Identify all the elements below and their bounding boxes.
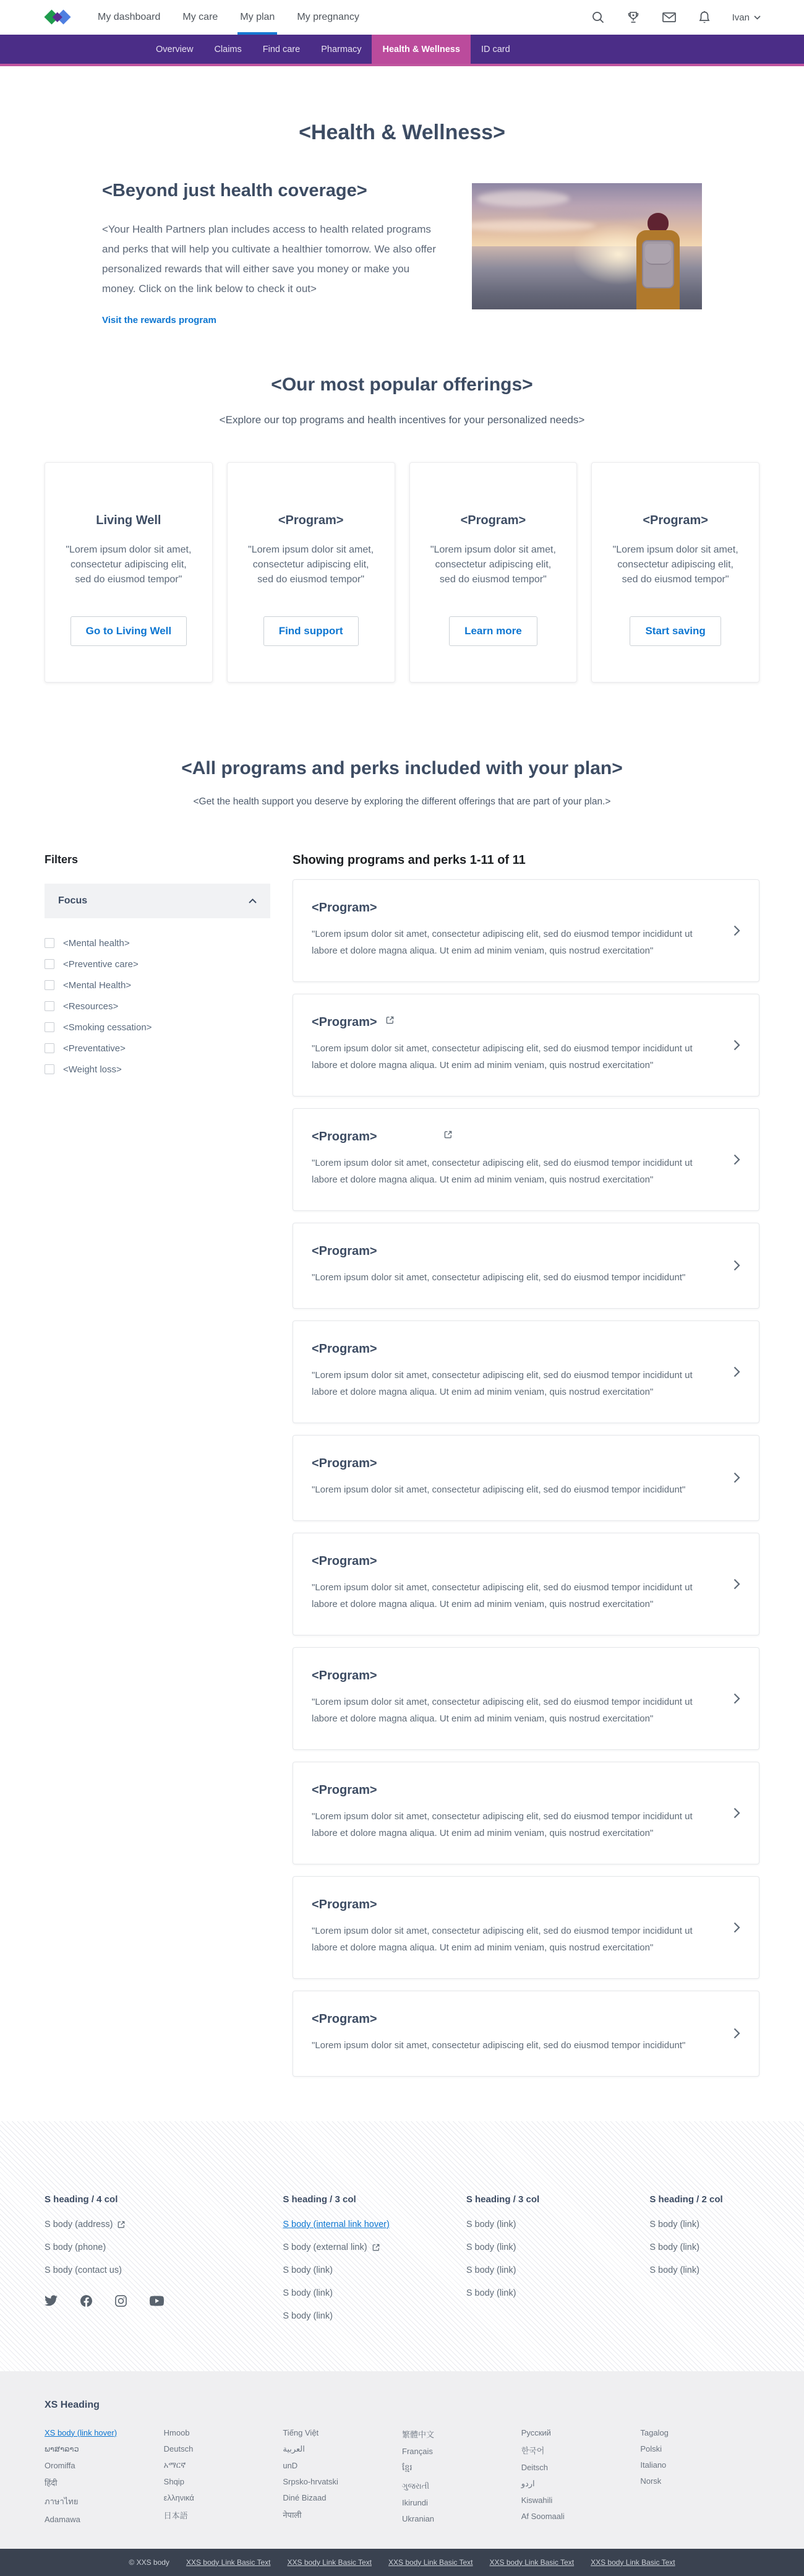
language-link-french[interactable]: Français	[402, 2446, 433, 2456]
topnav-utilities	[591, 0, 761, 35]
footer-internal-link-hover[interactable]: S body (internal link hover)	[283, 2219, 390, 2229]
program-list-item[interactable]	[293, 1991, 759, 2077]
footer-address-link[interactable]: S body (address)	[45, 2220, 264, 2229]
language-link-norwegian[interactable]: Norsk	[640, 2476, 662, 2486]
chevron-right-icon	[733, 925, 740, 936]
language-link-navajo[interactable]: Diné Bizaad	[283, 2492, 327, 2502]
language-column-5	[521, 2428, 641, 2524]
footer-heading: S heading / 2 col	[649, 2194, 723, 2205]
language-link-korean[interactable]: 한국어	[521, 2445, 545, 2455]
copyright-text: © XXS body	[129, 2557, 169, 2567]
program-description: "Lorem ipsum dolor sit amet, consectetur adipiscing elit, sed do eiusmod tempor incididunt ut labore et dolore magna aliqua. Ut enim ad minim veniam, quis nostrud exercitation"	[312, 928, 693, 956]
program-list-item[interactable]	[293, 1223, 759, 1309]
language-link-gujarati[interactable]: ગુજરાતી	[402, 2481, 430, 2491]
youtube-icon[interactable]	[150, 2295, 164, 2307]
program-list-item[interactable]	[293, 1762, 759, 1864]
language-link-tagalog[interactable]: Tagalog	[640, 2427, 669, 2437]
checkbox[interactable]	[45, 980, 54, 990]
program-description: "Lorem ipsum dolor sit amet, consectetur adipiscing elit, sed do eiusmod tempor incididunt ut labore et dolore magna aliqua. Ut enim ad minim veniam, quis nostrud exercitation"	[312, 1925, 693, 1953]
program-title: <Program>	[312, 1342, 377, 1356]
language-link-oromiffa[interactable]: Oromiffa	[45, 2460, 75, 2470]
footer-phone-link[interactable]: S body (phone)	[45, 2242, 106, 2252]
popular-offerings-section	[0, 374, 804, 683]
top-navigation	[0, 0, 804, 35]
all-programs-subheading: <Get the health support you deserve by exploring the different offerings that are part of your plan.>	[193, 796, 611, 807]
program-title: <Program>	[312, 1897, 377, 1911]
person-with-backpack	[631, 213, 685, 309]
subnav-claims[interactable]: Claims	[214, 44, 242, 54]
program-list-item[interactable]	[293, 1108, 759, 1211]
language-link-ukrainian[interactable]: Ukranian	[402, 2514, 435, 2523]
plan-sub-navigation	[0, 35, 804, 66]
instagram-icon[interactable]	[115, 2295, 127, 2307]
focus-filter-options	[45, 938, 270, 1075]
language-footer-section	[0, 2371, 804, 2549]
language-link-amharic[interactable]: አማርኛ	[163, 2460, 186, 2470]
chevron-right-icon	[733, 1922, 740, 1933]
footer-links-section	[0, 2121, 804, 2371]
checkbox[interactable]	[45, 1064, 54, 1074]
language-link-pennsylvania-dutch[interactable]: Deitsch	[521, 2462, 549, 2472]
footer-column-4	[649, 2194, 759, 2334]
legal-link[interactable]: XXS body Link Basic Text	[489, 2557, 575, 2567]
program-list-item[interactable]	[293, 994, 759, 1096]
footer-column-2	[283, 2194, 448, 2334]
footer-link[interactable]: S body (link)	[283, 2288, 333, 2298]
filter-option-smoking-cessation[interactable]: <Smoking cessation>	[45, 1022, 270, 1033]
learn-more-button[interactable]: Learn more	[449, 616, 537, 646]
card-body: "Lorem ipsum dolor sit amet, consectetur adipiscing elit, sed do eiusmod tempor"	[66, 544, 192, 585]
program-list-item[interactable]	[293, 1647, 759, 1750]
chevron-up-icon	[249, 898, 257, 903]
program-description: "Lorem ipsum dolor sit amet, consectetur adipiscing elit, sed do eiusmod tempor incididunt"	[312, 2040, 686, 2051]
filters-panel	[45, 853, 270, 2077]
language-column-1	[45, 2428, 164, 2524]
checkbox[interactable]	[45, 1001, 54, 1011]
language-link-swahili[interactable]: Kiswahili	[521, 2495, 553, 2505]
language-link-italian[interactable]: Italiano	[640, 2460, 667, 2470]
external-link-icon	[386, 1016, 394, 1024]
chevron-right-icon	[733, 1579, 740, 1590]
language-link-urdu[interactable]: اردو	[521, 2478, 535, 2488]
card-title: <Program>	[460, 513, 526, 527]
external-link-icon	[372, 2244, 380, 2251]
offering-card-program-2	[227, 462, 395, 683]
program-title: <Program>	[312, 1015, 699, 1030]
program-list-item[interactable]	[293, 1533, 759, 1635]
footer-link[interactable]: S body (link)	[466, 2288, 516, 2298]
checkbox[interactable]	[45, 938, 54, 948]
primary-nav	[98, 0, 382, 35]
filter-option-mental-health-2[interactable]: <Mental Health>	[45, 980, 270, 991]
rewards-trophy-icon[interactable]	[627, 11, 640, 24]
program-description: "Lorem ipsum dolor sit amet, consectetur adipiscing elit, sed do eiusmod tempor incididunt ut labore et dolore magna aliqua. Ut enim ad minim veniam, quis nostrud exercitation"	[312, 1582, 693, 1609]
program-title: <Program>	[312, 1456, 377, 1470]
footer-link[interactable]: S body (link)	[283, 2311, 333, 2321]
language-link-japanese[interactable]: 日本語	[163, 2510, 188, 2520]
language-link-albanian[interactable]: Shqip	[163, 2476, 184, 2486]
card-title: Living Well	[96, 513, 161, 527]
footer-link[interactable]: S body (link)	[649, 2219, 699, 2229]
nav-my-dashboard[interactable]: My dashboard	[98, 12, 161, 22]
start-saving-button[interactable]: Start saving	[630, 616, 721, 646]
chevron-right-icon	[733, 1472, 740, 1483]
filter-option-resources[interactable]: <Resources>	[45, 1001, 270, 1012]
card-body: "Lorem ipsum dolor sit amet, consectetur adipiscing elit, sed do eiusmod tempor"	[248, 544, 374, 585]
language-link-russian[interactable]: Русский	[521, 2427, 551, 2437]
offerings-heading: <Our most popular offerings>	[271, 374, 533, 395]
chevron-right-icon	[733, 1366, 740, 1377]
beyond-coverage-section	[102, 181, 702, 326]
notifications-bell-icon[interactable]	[698, 11, 711, 24]
nav-my-care[interactable]: My care	[182, 12, 218, 22]
program-description: "Lorem ipsum dolor sit amet, consectetur adipiscing elit, sed do eiusmod tempor incididunt ut labore et dolore magna aliqua. Ut enim ad minim veniam, quis nostrud exercitation"	[312, 1696, 693, 1724]
brand-logo[interactable]	[43, 0, 72, 35]
rewards-program-link[interactable]: Visit the rewards program	[102, 314, 216, 325]
language-link-lao[interactable]: ພາສາລາວ	[45, 2444, 79, 2453]
chevron-right-icon	[733, 1807, 740, 1819]
program-list-item[interactable]	[293, 1320, 759, 1423]
beyond-body: <Your Health Partners plan includes access to health related programs and perks that will help you cultivate a healthier tomorrow. We also offer personalized rewards that will either save you money or make you money. Click on the link below to check it out>	[102, 223, 436, 295]
all-programs-section	[0, 758, 804, 2077]
language-column-6	[640, 2428, 759, 2524]
nav-my-pregnancy[interactable]: My pregnancy	[297, 12, 359, 22]
program-title: <Program>	[312, 1554, 377, 1568]
legal-link[interactable]: XXS body Link Basic Text	[388, 2557, 473, 2567]
facebook-icon[interactable]	[80, 2295, 92, 2307]
chevron-right-icon	[733, 1040, 740, 1051]
language-link-arabic[interactable]: العربية	[283, 2444, 305, 2453]
legal-link[interactable]: XXS body Link Basic Text	[186, 2557, 271, 2567]
filters-title: Filters	[45, 853, 79, 866]
results-count-heading: Showing programs and perks 1-11 of 11	[293, 853, 526, 867]
language-column-2	[164, 2428, 283, 2524]
footer-heading: S heading / 3 col	[283, 2194, 356, 2205]
messages-mail-icon[interactable]	[662, 11, 677, 24]
chevron-right-icon	[733, 1154, 740, 1165]
language-link-hover[interactable]: XS body (link hover)	[45, 2427, 118, 2437]
card-body: "Lorem ipsum dolor sit amet, consectetur adipiscing elit, sed do eiusmod tempor"	[612, 544, 738, 585]
offering-card-living-well	[45, 462, 213, 683]
program-title: <Program>	[312, 1244, 377, 1258]
offerings-subheading: <Explore our top programs and health incentives for your personalized needs>	[219, 413, 585, 426]
brand-logo-icon	[43, 7, 72, 27]
card-title: <Program>	[278, 513, 344, 527]
language-footer-heading: XS Heading	[45, 2399, 100, 2410]
language-link-kirundi[interactable]: Ikirundi	[402, 2497, 428, 2507]
focus-filter-label: Focus	[58, 895, 88, 906]
offering-card-program-3	[409, 462, 578, 683]
footer-external-link[interactable]: S body (external link)	[283, 2242, 448, 2252]
subnav-pharmacy[interactable]: Pharmacy	[321, 44, 362, 54]
footer-link[interactable]: S body (link)	[466, 2265, 516, 2275]
twitter-icon[interactable]	[45, 2295, 58, 2307]
legal-bottom-bar	[0, 2549, 804, 2576]
chevron-down-icon	[754, 15, 761, 20]
subnav-health-wellness[interactable]: Health & Wellness	[372, 35, 470, 64]
program-list-item[interactable]	[293, 1876, 759, 1979]
all-programs-heading: <All programs and perks included with your plan>	[181, 757, 623, 778]
language-link-thai[interactable]: ภาษาไทย	[45, 2496, 79, 2506]
find-support-button[interactable]: Find support	[263, 616, 359, 646]
legal-link[interactable]: XXS body Link Basic Text	[591, 2557, 675, 2567]
nav-my-plan[interactable]: My plan	[240, 0, 275, 35]
user-menu[interactable]	[732, 12, 761, 23]
program-list-item[interactable]	[293, 1435, 759, 1521]
program-description: "Lorem ipsum dolor sit amet, consectetur adipiscing elit, sed do eiusmod tempor incididunt ut labore et dolore magna aliqua. Ut enim ad minim veniam, quis nostrud exercitation"	[312, 1811, 693, 1838]
program-description: "Lorem ipsum dolor sit amet, consectetur adipiscing elit, sed do eiusmod tempor incididunt"	[312, 1484, 686, 1495]
footer-link[interactable]: S body (link)	[649, 2265, 699, 2275]
checkbox[interactable]	[45, 1043, 54, 1053]
filter-option-weight-loss[interactable]: <Weight loss>	[45, 1064, 270, 1075]
legal-link[interactable]: XXS body Link Basic Text	[287, 2557, 372, 2567]
offering-card-program-4	[591, 462, 759, 683]
footer-link[interactable]: S body (link)	[283, 2265, 333, 2275]
program-title: <Program>	[312, 1130, 699, 1144]
program-description: "Lorem ipsum dolor sit amet, consectetur adipiscing elit, sed do eiusmod tempor incididunt ut labore et dolore magna aliqua. Ut enim ad minim veniam, quis nostrud exercitation"	[312, 1369, 693, 1397]
language-link-hindi[interactable]: हिंदी	[45, 2478, 58, 2488]
filter-option-mental-health[interactable]: <Mental health>	[45, 938, 270, 949]
language-link-nepali[interactable]: नेपाली	[283, 2510, 302, 2520]
program-title: <Program>	[312, 900, 377, 915]
chevron-right-icon	[733, 1260, 740, 1271]
chevron-right-icon	[733, 1693, 740, 1704]
checkbox[interactable]	[45, 959, 54, 969]
footer-link[interactable]: S body (link)	[466, 2242, 516, 2252]
program-description: "Lorem ipsum dolor sit amet, consectetur adipiscing elit, sed do eiusmod tempor incididunt"	[312, 1272, 686, 1283]
page-title: <Health & Wellness>	[299, 121, 505, 144]
programs-list	[293, 853, 759, 2077]
hero-photo-sunset-ocean	[472, 183, 702, 309]
program-title: <Program>	[312, 1668, 377, 1682]
footer-link[interactable]: S body (link)	[649, 2242, 699, 2252]
filter-option-preventive-care[interactable]: <Preventive care>	[45, 959, 270, 970]
external-link-icon	[118, 2221, 125, 2228]
footer-column-contact	[45, 2194, 264, 2334]
checkbox[interactable]	[45, 1022, 54, 1032]
card-body: "Lorem ipsum dolor sit amet, consectetur adipiscing elit, sed do eiusmod tempor"	[430, 544, 556, 585]
footer-contact-us-link[interactable]: S body (contact us)	[45, 2265, 122, 2275]
search-icon[interactable]	[591, 11, 605, 24]
external-link-icon	[444, 1131, 452, 1139]
offerings-cards	[45, 462, 759, 683]
language-link-somali[interactable]: Af Soomaali	[521, 2511, 565, 2521]
footer-link[interactable]: S body (link)	[466, 2219, 516, 2229]
language-link-hmong[interactable]: Hmoob	[163, 2427, 190, 2437]
language-link-serbo-croatian[interactable]: Srpsko-hrvatski	[283, 2476, 338, 2486]
footer-heading: S heading / 4 col	[45, 2194, 118, 2205]
language-link-und[interactable]: unD	[283, 2460, 298, 2470]
language-column-4	[402, 2428, 521, 2524]
subnav-id-card[interactable]: ID card	[481, 44, 510, 54]
subnav-find-care[interactable]: Find care	[262, 44, 301, 54]
filter-option-preventative[interactable]: <Preventative>	[45, 1043, 270, 1054]
language-link-chinese[interactable]: 繁體中文	[402, 2429, 435, 2439]
language-link-vietnamese[interactable]: Tiếng Việt	[283, 2427, 319, 2437]
beyond-heading: <Beyond just health coverage>	[102, 181, 367, 200]
language-link-khmer[interactable]: ខ្មែរ	[402, 2462, 413, 2472]
program-list-item[interactable]	[293, 879, 759, 982]
footer-heading: S heading / 3 col	[466, 2194, 540, 2205]
language-link-adamawa[interactable]: Adamawa	[45, 2514, 80, 2524]
subnav-overview[interactable]: Overview	[156, 44, 194, 54]
language-link-polish[interactable]: Polski	[640, 2444, 662, 2453]
go-to-living-well-button[interactable]: Go to Living Well	[71, 616, 187, 646]
program-description: "Lorem ipsum dolor sit amet, consectetur adipiscing elit, sed do eiusmod tempor incididunt ut labore et dolore magna aliqua. Ut enim ad minim veniam, quis nostrud exercitation"	[312, 1043, 693, 1070]
program-title: <Program>	[312, 2012, 377, 2026]
footer-column-3	[466, 2194, 631, 2334]
social-icons-row	[45, 2295, 264, 2307]
user-name: Ivan	[732, 12, 750, 23]
chevron-right-icon	[733, 2028, 740, 2039]
language-link-german[interactable]: Deutsch	[163, 2444, 194, 2453]
language-link-greek[interactable]: ελληνικά	[163, 2492, 194, 2502]
program-description: "Lorem ipsum dolor sit amet, consectetur adipiscing elit, sed do eiusmod tempor incididunt ut labore et dolore magna aliqua. Ut enim ad minim veniam, quis nostrud exercitation"	[312, 1157, 693, 1185]
card-title: <Program>	[643, 513, 708, 527]
program-title: <Program>	[312, 1783, 377, 1797]
focus-filter-accordion[interactable]	[45, 884, 270, 918]
language-column-3	[283, 2428, 402, 2524]
